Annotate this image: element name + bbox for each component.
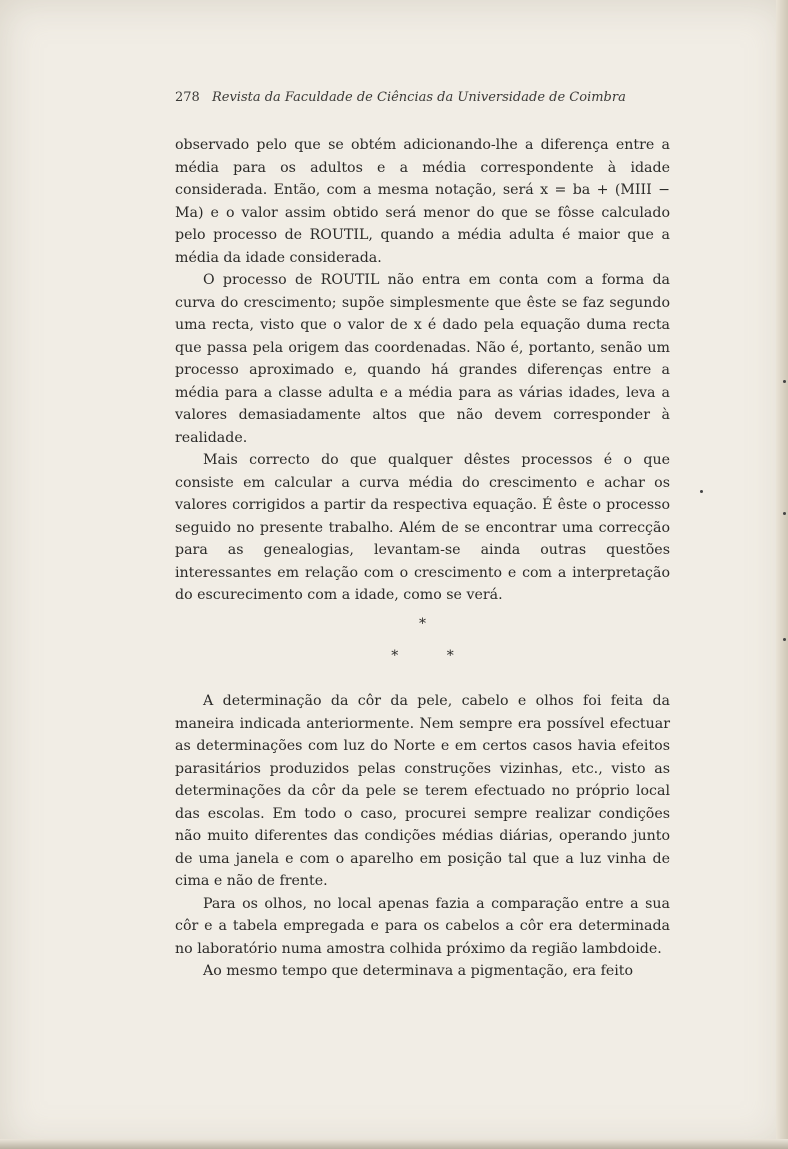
paragraph: O processo de ROUTIL não entra em conta com a forma da curva do crescimento; supõe simplesmente que êste se faz segundo uma recta, visto que o valor de x é dado pela equação duma recta que passa pela origem das coordenadas. Não é, portanto, senão um processo aproximado e, quando há grandes diferenças entre a média para a classe adulta e a média para as várias idades, leva a valores demasiadamente altos que não devem corresponder à realidade.	[175, 272, 670, 446]
paragraph: observado pelo que se obtém adicionando-lhe a diferença entre a média para os adultos e a média correspondente à idade considerada. Então, com a mesma notação, será x = ba + (MIII − Ma) e o valor assim obtido será menor do que se fôsse calculado pelo processo de ROUTIL, quando a média adulta é maior que a média da idade considerada.	[175, 137, 670, 266]
margin-speck	[783, 638, 786, 641]
paragraph: A determinação da côr da pele, cabelo e olhos foi feita da maneira indicada anteriormente. Nem sempre era possível efectuar as determinações com luz do Norte e em certos casos havia efeitos parasitários produzidos pelas construções vizinhas, etc., visto as determinações da côr da pele se terem efectuado no próprio local das escolas. Em todo o caso, procurei sempre realizar condições não muito diferentes das condições médias diárias, operando junto de uma janela e com o aparelho em posição tal que a luz vinha de cima e não de frente.	[175, 693, 670, 889]
paragraph: Para os olhos, no local apenas fazia a comparação entre a sua côr e a tabela empregada e para os cabelos a côr era determinada no laboratório numa amostra colhida próximo da região lambdoide.	[175, 895, 670, 957]
page-edge-right	[776, 0, 788, 1149]
section-2-text	[175, 690, 670, 983]
running-header	[175, 90, 670, 105]
paragraph: Ao mesmo tempo que determinava a pigmentação, era feito	[203, 963, 634, 979]
page-edge-bottom	[0, 1139, 788, 1149]
margin-speck	[783, 380, 786, 383]
margin-speck	[783, 512, 786, 515]
margin-speck	[700, 490, 703, 493]
separator-asterisks-bottom: * *	[391, 648, 454, 664]
page-number: 278	[175, 90, 200, 105]
section-1-text	[175, 134, 670, 607]
paragraph: Mais correcto do que qualquer dêstes processos é o que consiste em calcular a curva média do crescimento e achar os valores corrigidos a partir da respectiva equação. É êste o processo seguido no presente trabalho. Além de se encontrar uma correcção para as genealogias, levantam-se ainda outras questões interessantes em relação com o crescimento e com a interpretação do escurecimento com a idade, como se verá.	[175, 452, 670, 603]
separator-asterisk-top: *	[419, 616, 426, 632]
journal-title: Revista da Faculdade de Ciências da Universidade de Coimbra	[211, 90, 626, 105]
